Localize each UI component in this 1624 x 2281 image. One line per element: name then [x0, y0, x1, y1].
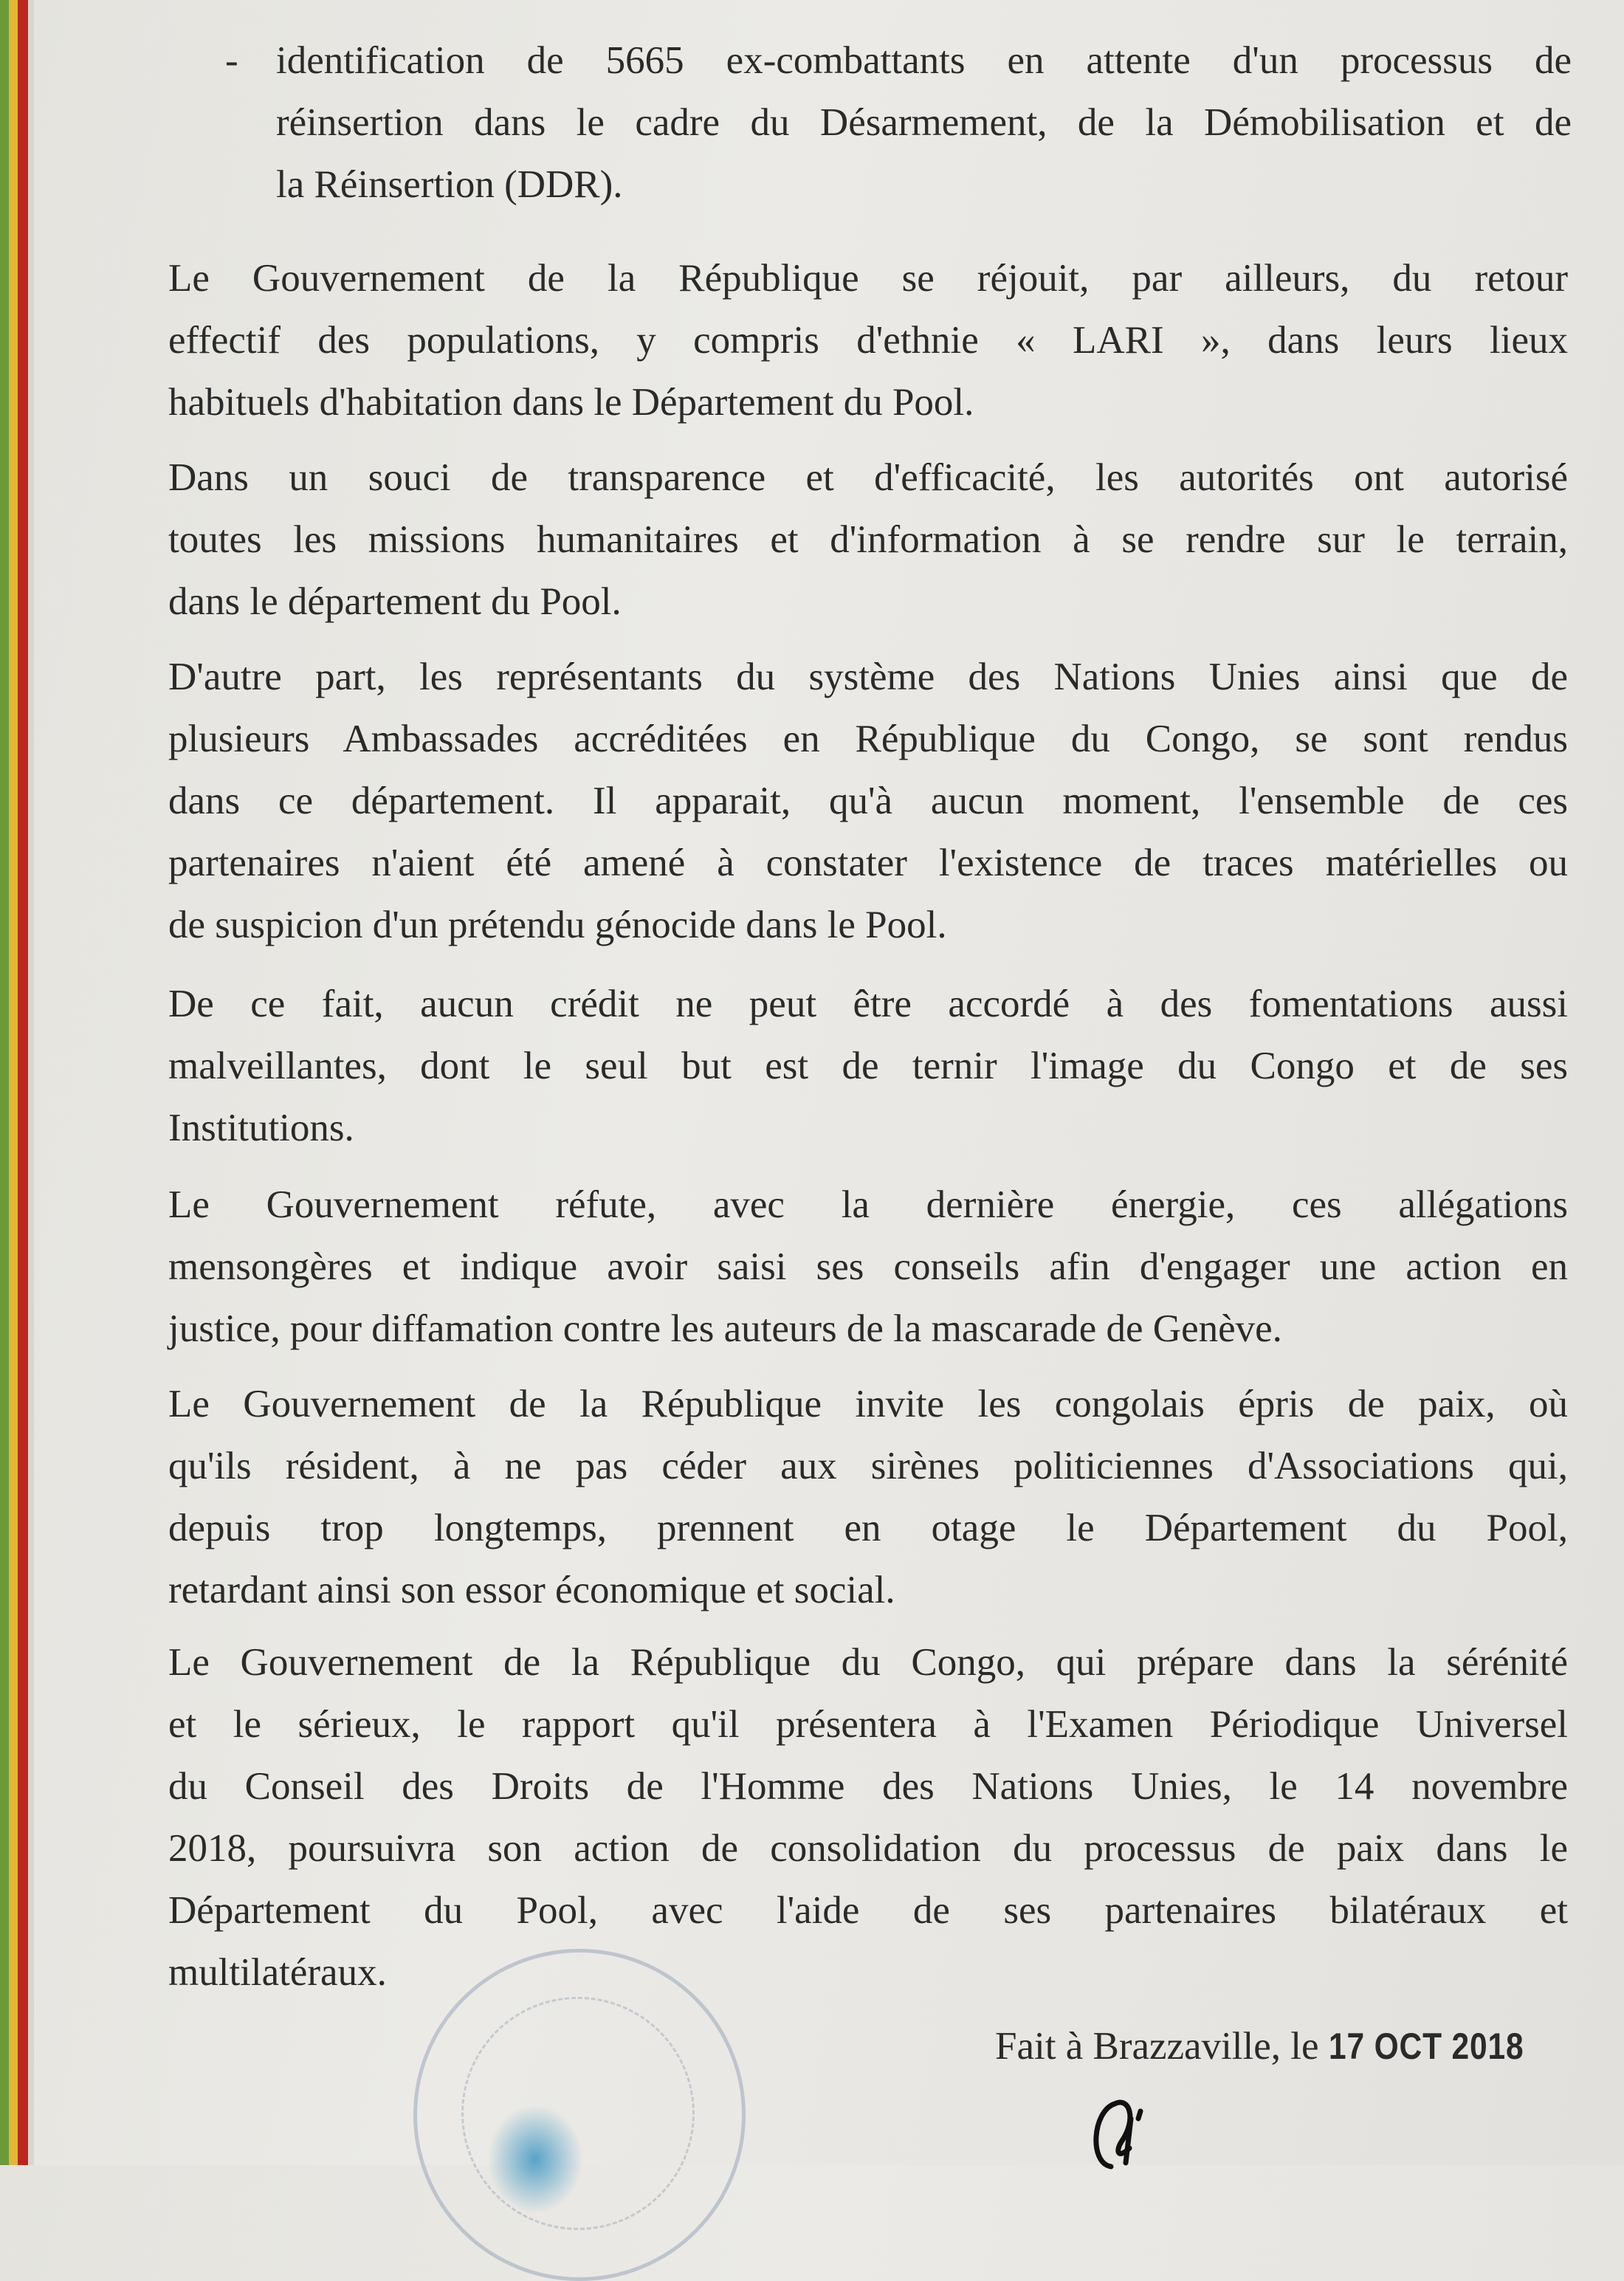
paragraph-return-populations	[168, 247, 1568, 433]
text-line: partenaires n'aient été amené à constater l'existence de traces matérielles ou	[168, 842, 1568, 884]
text-line: réinsertion dans le cadre du Désarmement, de la Démobilisation et de	[276, 101, 1572, 144]
paragraph-no-credit	[168, 973, 1568, 1159]
paragraph-upr-report	[168, 1631, 1568, 2003]
signature	[1085, 2089, 1188, 2170]
text-line: De ce fait, aucun crédit ne peut être accordé à des fomentations aussi	[168, 983, 1568, 1025]
official-seal	[413, 1949, 746, 2281]
flag-border	[0, 0, 34, 2165]
text-line: effectif des populations, y compris d'ethnie « LARI », dans leurs lieux	[168, 319, 1568, 362]
text-line: et le sérieux, le rapport qu'il présentera à l'Examen Périodique Universel	[168, 1703, 1568, 1746]
paragraph-invitation	[168, 1373, 1568, 1621]
text-line: de suspicion d'un prétendu génocide dans le Pool.	[168, 904, 947, 946]
text-line: depuis trop longtemps, prennent en otage le Département du Pool,	[168, 1507, 1568, 1549]
bullet-item	[276, 30, 1572, 216]
text-line: justice, pour diffamation contre les auteurs de la mascarade de Genève.	[168, 1307, 1282, 1350]
text-line: Le Gouvernement de la République se réjouit, par ailleurs, du retour	[168, 257, 1568, 300]
text-line: Dans un souci de transparence et d'efficacité, les autorités ont autorisé	[168, 456, 1568, 499]
text-line: plusieurs Ambassades accréditées en République du Congo, se sont rendus	[168, 718, 1568, 760]
text-line: malveillantes, dont le seul but est de ternir l'image du Congo et de ses	[168, 1045, 1568, 1087]
closing-place: Fait à Brazzaville, le	[995, 2025, 1319, 2068]
bullet-marker: -	[225, 39, 238, 82]
text-line: retardant ainsi son essor économique et social.	[168, 1569, 895, 1611]
text-line: Institutions.	[168, 1107, 354, 1149]
text-line: habituels d'habitation dans le Département du Pool.	[168, 381, 974, 424]
text-line: D'autre part, les représentants du système des Nations Unies ainsi que de	[168, 656, 1568, 698]
paragraph-transparency	[168, 447, 1568, 633]
text-line: mensongères et indique avoir saisi ses conseils afin d'engager une action en	[168, 1245, 1568, 1288]
text-line: toutes les missions humanitaires et d'information à se rendre sur le terrain,	[168, 518, 1568, 561]
date-stamp: 17 OCT 2018	[1328, 2026, 1524, 2067]
text-line: Le Gouvernement réfute, avec la dernière énergie, ces allégations	[168, 1183, 1568, 1226]
text-line: dans ce département. Il apparait, qu'à aucun moment, l'ensemble de ces	[168, 780, 1568, 822]
text-line: Le Gouvernement de la République invite les congolais épris de paix, où	[168, 1383, 1568, 1425]
closing-line	[995, 2015, 1558, 2077]
text-line: Département du Pool, avec l'aide de ses partenaires bilatéraux et	[168, 1889, 1568, 1932]
text-line: identification de 5665 ex-combattants en attente d'un processus de	[276, 39, 1572, 82]
text-line: la Réinsertion (DDR).	[276, 163, 623, 206]
text-line: dans le département du Pool.	[168, 580, 622, 623]
text-line: 2018, poursuivra son action de consolidation du processus de paix dans le	[168, 1827, 1568, 1870]
paragraph-un-representatives	[168, 646, 1568, 956]
paragraph-government-refutes	[168, 1174, 1568, 1360]
text-line: multilatéraux.	[168, 1951, 387, 1994]
text-line: Le Gouvernement de la République du Congo, qui prépare dans la sérénité	[168, 1641, 1568, 1684]
text-line: qu'ils résident, à ne pas céder aux sirènes politiciennes d'Associations qui,	[168, 1445, 1568, 1487]
text-line: du Conseil des Droits de l'Homme des Nations Unies, le 14 novembre	[168, 1765, 1568, 1808]
